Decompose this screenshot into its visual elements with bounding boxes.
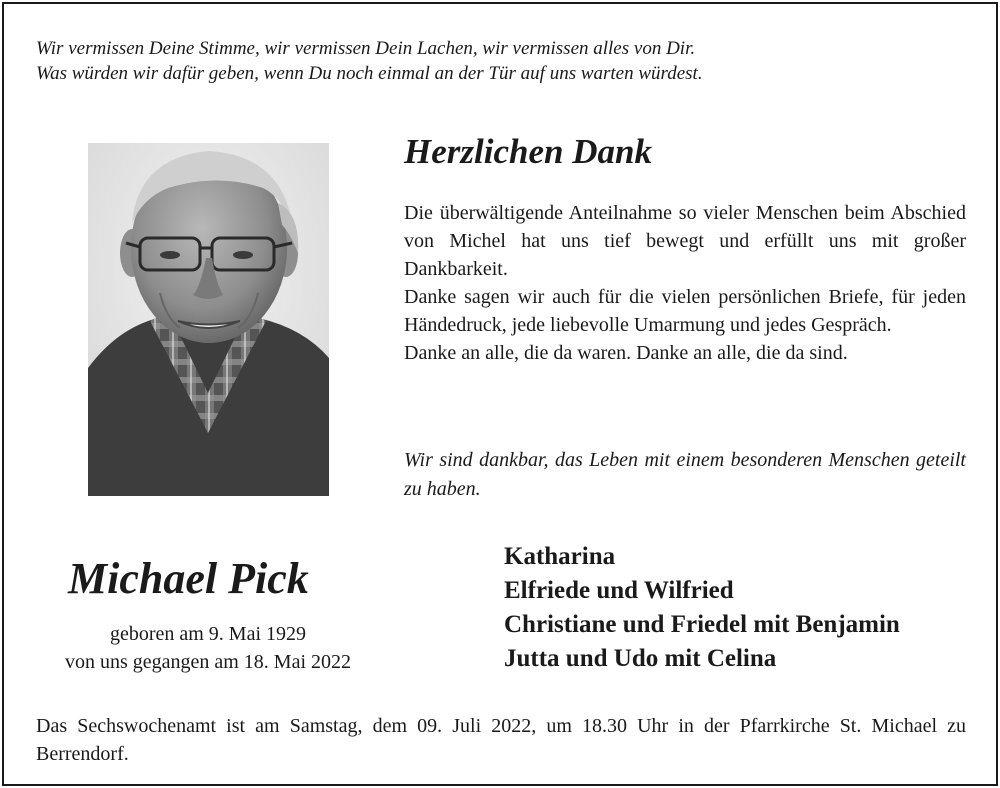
motto: [36, 36, 703, 86]
thanks-text: [404, 199, 966, 367]
death-date: von uns gegangen am 18. Mai 2022: [64, 651, 352, 673]
service-notice: Das Sechswochenamt ist am Samstag, dem 09. Juli 2022, um 18.30 Uhr in der Pfarrkirche St. Michael zu Berrendorf.: [36, 715, 966, 765]
thanks-paragraph-1: Die überwältigende Anteilnahme so vieler Menschen beim Abschied von Michel hat uns tief bewegt und erfüllt uns mit großer Dankbarkeit.: [404, 202, 966, 280]
family-member: Elfriede und Wilfried: [504, 577, 734, 604]
family-member: Jutta und Udo mit Celina: [504, 645, 777, 672]
thanks-paragraph-3: Danke an alle, die da waren. Danke an alle, die da sind.: [404, 342, 848, 364]
quote: Wir sind dankbar, das Leben mit einem besonderen Menschen geteilt zu haben.: [404, 449, 966, 500]
deceased-name: Michael Pick: [68, 554, 309, 603]
birth-date: geboren am 9. Mai 1929: [109, 623, 307, 645]
headline: Herzlichen Dank: [404, 132, 652, 171]
motto-line-2: Was würden wir dafür geben, wenn Du noch einmal an der Tür auf uns warten würdest.: [36, 63, 703, 84]
life-dates: [30, 620, 386, 676]
family-member: Christiane und Friedel mit Benjamin: [504, 611, 900, 638]
motto-line-1: Wir vermissen Deine Stimme, wir vermissen Dein Lachen, wir vermissen alles von Dir.: [36, 38, 696, 59]
family-member: Katharina: [504, 543, 616, 570]
portrait-photo: [88, 143, 329, 496]
family-list: [504, 540, 900, 676]
portrait-photo-icon: [88, 143, 329, 496]
thanks-paragraph-2: Danke sagen wir auch für die vielen persönlichen Briefe, für jeden Händedruck, jede liebevolle Umarmung und jedes Gespräch.: [404, 286, 966, 336]
